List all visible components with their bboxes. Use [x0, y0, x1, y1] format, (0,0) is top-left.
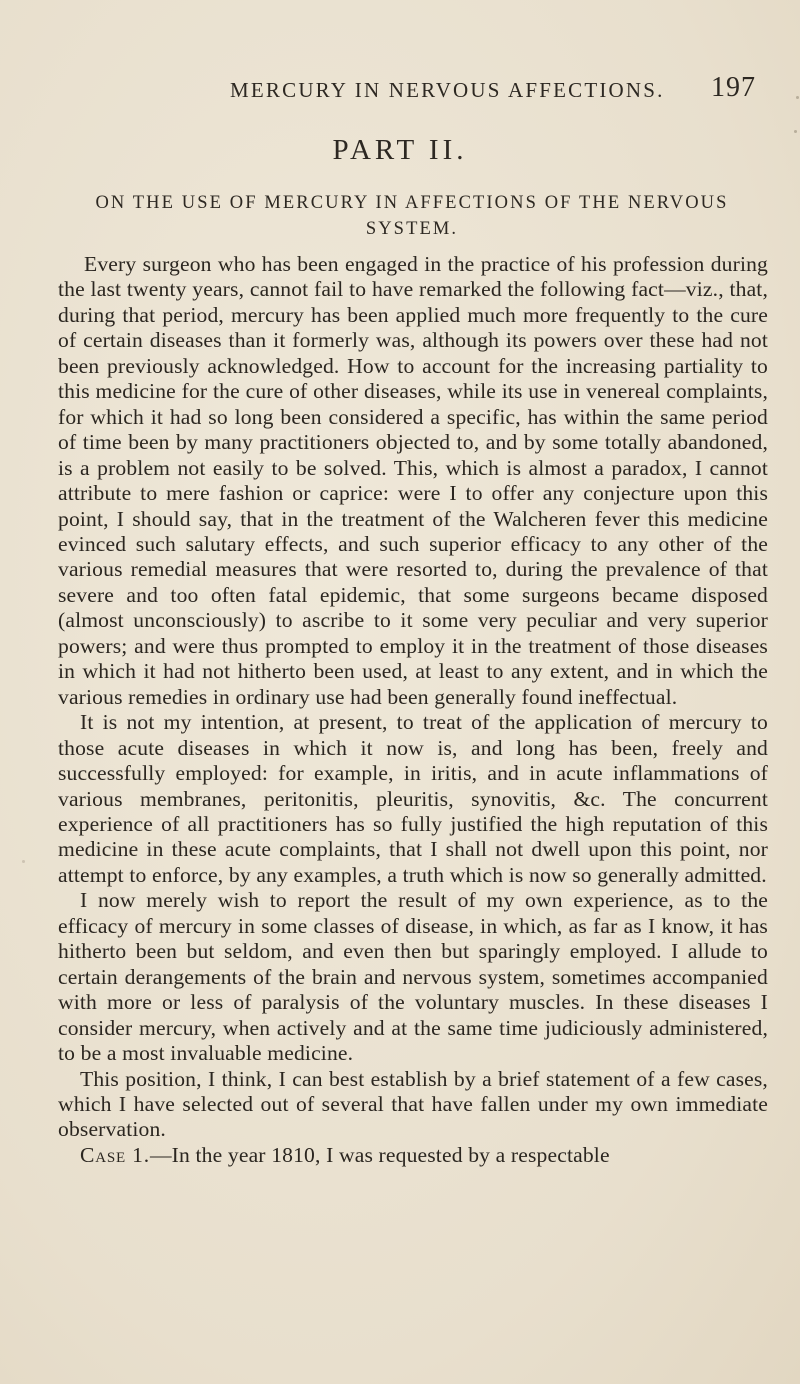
case-label: Case 1. [80, 1142, 150, 1167]
page-number: 197 [711, 72, 756, 103]
paragraph-4: This position, I think, I can best establish by a brief statement of a few cases, which I have selected out of several that have fallen under my own immediate observation. [58, 1066, 768, 1142]
paragraph-3: I now merely wish to report the result of my own experience, as to the efficacy of mercury in some classes of disease, in which, as far as I know, it has hitherto been but seldom, and even then but sparingly employed. I allude to certain derangements of the brain and nervous system, sometimes accompanied with more or less of paralysis of the voluntary muscles. In these diseases I consider mercury, when actively and at the same time judiciously administered, to be a most invaluable medicine. [58, 888, 768, 1066]
section-subtitle: ON THE USE OF MERCURY IN AFFECTIONS OF THE NERVOUS SYSTEM. [95, 193, 729, 239]
paper-speck [22, 860, 25, 863]
case-text: —In the year 1810, I was requested by a respectable [149, 1142, 610, 1167]
body-text [58, 252, 768, 1168]
paragraph-2: It is not my intention, at present, to treat of the application of mercury to those acute diseases in which it now is, and long has been, freely and successfully employed: for example, in iritis, and in acute inflammations of various membranes, peritonitis, pleuritis, synovitis, &c. The concurrent experience of all practitioners has so fully justified the high reputation of this medicine in these acute complaints, that I shall not dwell upon this point, nor attempt to enforce, by any examples, a truth which is now so generally admitted. [58, 710, 768, 887]
running-title: MERCURY IN NERVOUS AFFECTIONS. [230, 78, 665, 102]
part-title: PART II. [332, 134, 468, 166]
paragraph-1: Every surgeon who has been engaged in the practice of his profession during the last twenty years, cannot fail to have remarked the following fact—viz., that, during that period, mercury has been applied much more frequently to the cure of certain diseases than it formerly was, although its powers over these had not been previously acknowledged. How to account for the increasing partiality to this medicine for the cure of other diseases, while its use in venereal complaints, for which it had so long been considered a specific, has within the same period of time been by many practitioners objected to, and by some totally abandoned, is a problem not easily to be solved. This, which is almost a paradox, I cannot attribute to mere fashion or caprice: were I to offer any conjecture upon this point, I should say, that in the treatment of the Walcheren fever this medicine evinced such salutary effects, and such superior efficacy to any other of the various remedial measures that were resorted to, during the prevalence of that severe and too often fatal epidemic, that some surgeons became disposed (almost unconsciously) to ascribe to it some very peculiar and very superior powers; and were thus prompted to employ it in the treatment of those diseases in which it had not hitherto been used, at least to any extent, and in which the various remedies in ordinary use had been generally found ineffectual. [58, 252, 768, 709]
paper-speck [794, 130, 797, 133]
paper-speck [796, 96, 799, 99]
paragraph-case-1 [58, 1143, 768, 1168]
